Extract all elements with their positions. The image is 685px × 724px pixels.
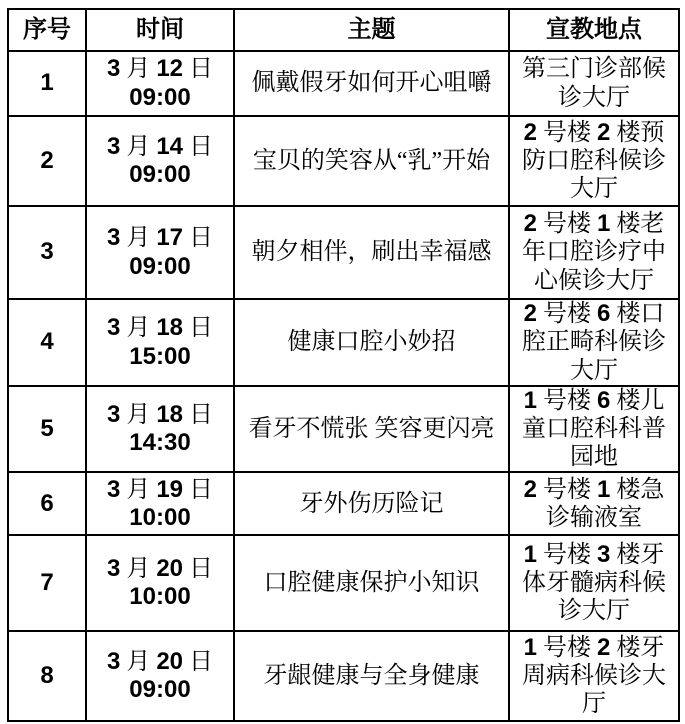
cell-location: 第三门诊部候诊大厅: [509, 51, 679, 116]
cell-time: [86, 206, 234, 299]
header-row: [8, 9, 679, 51]
table-row: [8, 299, 679, 386]
header-cell-topic: 主题: [234, 9, 509, 51]
table-row: [8, 631, 679, 721]
header-cell-no: 序号: [8, 9, 86, 51]
cell-time: [86, 535, 234, 631]
cell-no: 1: [8, 51, 86, 116]
cell-no: 4: [8, 299, 86, 386]
cell-no: 7: [8, 535, 86, 631]
time-text: 10:00: [129, 503, 191, 531]
cell-topic: 牙外伤历险记: [234, 472, 509, 535]
cell-no: 2: [8, 116, 86, 206]
cell-location: 2 号楼 1 楼急诊输液室: [509, 472, 679, 535]
table-row: [8, 386, 679, 472]
date-text: 3 月 20 日: [106, 555, 214, 583]
cell-time: [86, 51, 234, 116]
date-text: 3 月 19 日: [106, 475, 214, 503]
cell-time: [86, 386, 234, 472]
cell-location: 2 号楼 6 楼口腔正畸科候诊大厅: [509, 299, 679, 386]
time-text: 14:30: [129, 429, 191, 457]
health-education-schedule-table: [7, 8, 680, 722]
time-text: 09:00: [129, 83, 191, 111]
table-row: [8, 116, 679, 206]
time-text: 09:00: [129, 252, 191, 280]
cell-topic: 口腔健康保护小知识: [234, 535, 509, 631]
cell-topic: 朝夕相伴，刷出幸福感: [234, 206, 509, 299]
date-text: 3 月 18 日: [106, 314, 214, 342]
time-text: 09:00: [129, 676, 191, 704]
cell-no: 3: [8, 206, 86, 299]
table-row: [8, 472, 679, 535]
date-text: 3 月 18 日: [106, 401, 214, 429]
cell-time: [86, 472, 234, 535]
header-cell-time: 时间: [86, 9, 234, 51]
table-row: [8, 535, 679, 631]
cell-time: [86, 631, 234, 721]
table-row: [8, 206, 679, 299]
cell-no: 8: [8, 631, 86, 721]
date-text: 3 月 17 日: [106, 224, 214, 252]
date-text: 3 月 12 日: [106, 55, 214, 83]
cell-location: 2 号楼 1 楼老年口腔诊疗中心候诊大厅: [509, 206, 679, 299]
cell-topic: 宝贝的笑容从“乳”开始: [234, 116, 509, 206]
date-text: 3 月 20 日: [106, 648, 214, 676]
cell-time: [86, 116, 234, 206]
cell-location: 2 号楼 2 楼预防口腔科候诊大厅: [509, 116, 679, 206]
cell-no: 5: [8, 386, 86, 472]
cell-no: 6: [8, 472, 86, 535]
cell-time: [86, 299, 234, 386]
cell-location: 1 号楼 3 楼牙体牙髓病科候诊大厅: [509, 535, 679, 631]
cell-topic: 健康口腔小妙招: [234, 299, 509, 386]
cell-location: 1 号楼 2 楼牙周病科候诊大厅: [509, 631, 679, 721]
date-text: 3 月 14 日: [106, 132, 214, 160]
cell-topic: 看牙不慌张 笑容更闪亮: [234, 386, 509, 472]
time-text: 10:00: [129, 583, 191, 611]
cell-topic: 佩戴假牙如何开心咀嚼: [234, 51, 509, 116]
time-text: 15:00: [129, 342, 191, 370]
cell-topic: 牙龈健康与全身健康: [234, 631, 509, 721]
header-cell-location: 宣教地点: [509, 9, 679, 51]
cell-location: 1 号楼 6 楼儿童口腔科科普园地: [509, 386, 679, 472]
time-text: 09:00: [129, 161, 191, 188]
table-row: [8, 51, 679, 116]
